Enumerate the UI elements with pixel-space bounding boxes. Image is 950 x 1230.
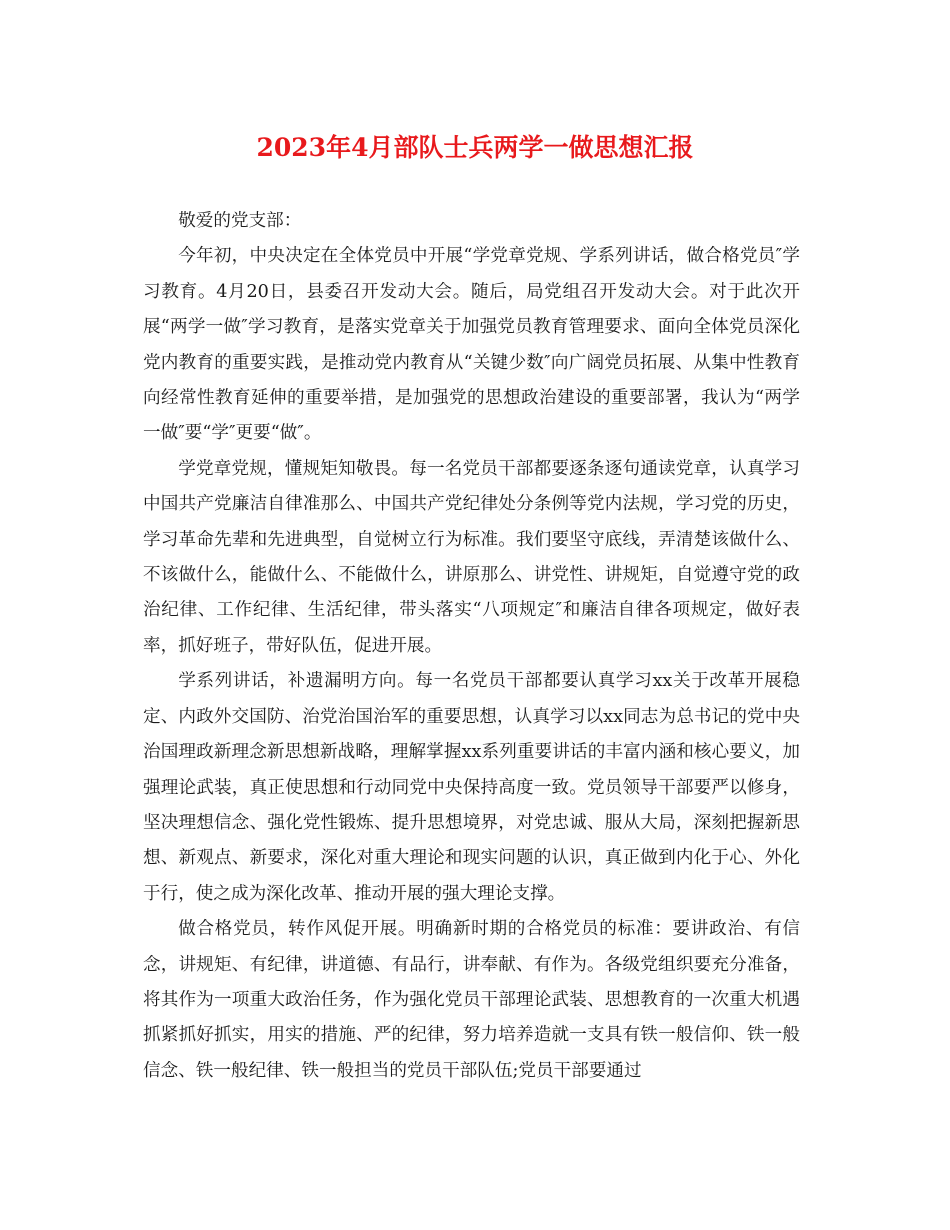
paragraph: 今年初，中央决定在全体党员中开展“学党章党规、学系列讲话，做合格党员″学习教育。4月20日，县委召开发动大会。随后，局党组召开发动大会。对于此次开展“两学一做″学习教育，是落实党章关于加强党员教育管理要求、面向全体党员深化党内教育的重要实践，是推动党内教育从“关键少数″向广阔党员拓展、从集中性教育向经常性教育延伸的重要举措，是加强党的思想政治建设的重要部署，我认为“两学一做″要“学″更要“做″。 — [143, 246, 800, 444]
paragraph: 学系列讲话，补遗漏明方向。每一名党员干部都要认真学习xx关于改革开展稳定、内政外交国防、治党治国治军的重要思想，认真学习以xx同志为总书记的党中央治国理政新理念新思想新战略，理解掌握xx系列重要讲话的丰富内涵和核心要义，加强理论武装，真正使思想和行动同党中央保持高度一致。党员领导干部要严以修身，坚决理想信念、强化党性锻炼、提升思想境界，对党忠诚、服从大局，深刻把握新思想、新观点、新要求，深化对重大理论和现实问题的认识，真正做到内化于心、外化于行，使之成为深化改革、推动开展的强大理论支撑。 — [143, 671, 800, 904]
document-body — [143, 204, 800, 1089]
salutation: 敬爱的党支部： — [178, 211, 302, 231]
paragraph: 做合格党员，转作风促开展。明确新时期的合格党员的标准：要讲政治、有信念，讲规矩、有纪律，讲道德、有品行，讲奉献、有作为。各级党组织要充分准备，将其作为一项重大政治任务，作为强化党员干部理论武装、思想教育的一次重大机遇抓紧抓好抓实，用实的措施、严的纪律，努力培养造就一支具有铁一般信仰、铁一般信念、铁一般纪律、铁一般担当的党员干部队伍;党员干部要通过 — [143, 919, 800, 1081]
document-title: 2023年4月部队士兵两学一做思想汇报 — [256, 133, 694, 162]
paragraph: 学党章党规，懂规矩知敬畏。每一名党员干部都要逐条逐句通读党章，认真学习中国共产党廉洁自律准那么、中国共产党纪律处分条例等党内法规，学习党的历史，学习革命先辈和先进典型，自觉树立行为标准。我们要坚守底线，弄清楚该做什么、不该做什么，能做什么、不能做什么，讲原那么、讲党性、讲规矩，自觉遵守党的政治纪律、工作纪律、生活纪律，带头落实“八项规定″和廉洁自律各项规定，做好表率，抓好班子，带好队伍，促进开展。 — [143, 458, 800, 656]
